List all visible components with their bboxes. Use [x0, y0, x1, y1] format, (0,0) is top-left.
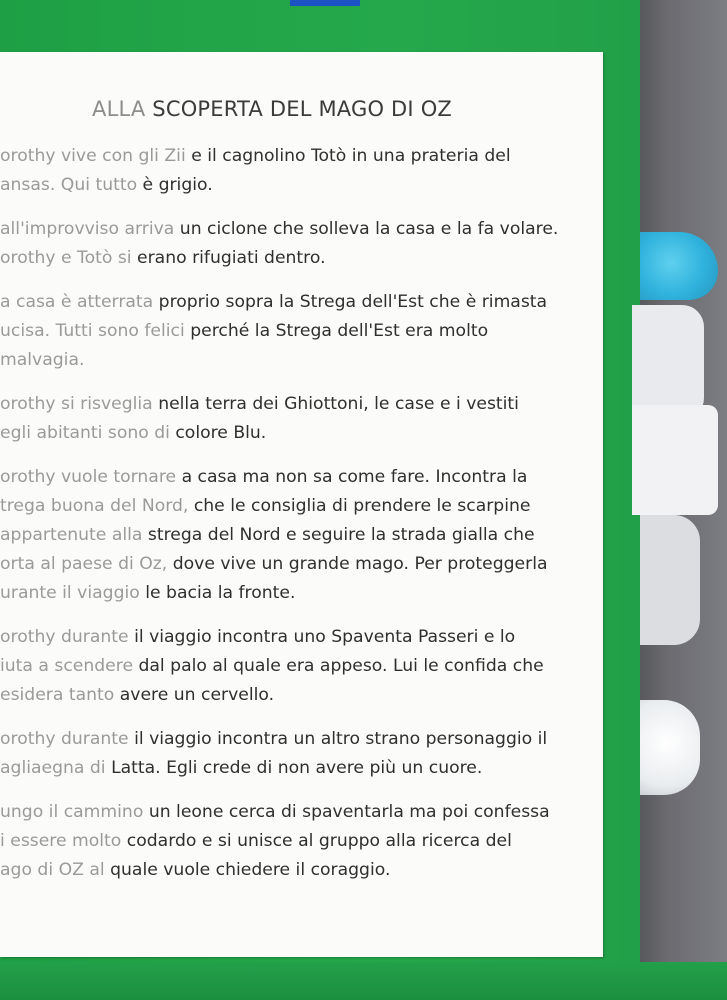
text-line: [0, 419, 560, 448]
text-line: [0, 827, 560, 856]
faded-text: egli abitanti sono di: [0, 423, 176, 443]
line-text: e il cagnolino Totò in una prateria del: [191, 146, 511, 166]
text-line: [0, 142, 560, 171]
white-page-tab: [632, 305, 704, 420]
line-text: avere un cervello.: [119, 685, 275, 705]
white-page-tab: [632, 405, 718, 515]
faded-text: appartenute alla: [0, 525, 148, 545]
line-text: codardo e si unisce al gruppo alla ricerca del: [126, 831, 512, 851]
line-text: un leone cerca di spaventarla ma poi confessa: [148, 802, 550, 822]
paragraph: [0, 463, 560, 608]
document-title: [92, 97, 452, 121]
faded-text: i essere molto: [0, 831, 127, 851]
text-line: [0, 652, 560, 681]
faded-text: orothy vuole tornare: [0, 467, 182, 487]
faded-text: malvagia.: [0, 350, 85, 370]
text-line: [0, 171, 560, 200]
title-main-part: SCOPERTA DEL MAGO DI OZ: [145, 97, 453, 121]
text-line: [0, 681, 560, 710]
line-text: il viaggio incontra uno Spaventa Passeri e lo: [134, 627, 516, 647]
text-line: [0, 856, 560, 885]
line-text: Latta. Egli crede di non avere più un cuore.: [111, 758, 483, 778]
faded-text: orta al paese di Oz,: [0, 554, 173, 574]
line-text: un ciclone che solleva la casa e la fa volare.: [179, 219, 559, 239]
text-line: [0, 492, 560, 521]
paragraph: [0, 142, 560, 200]
text-line: [0, 754, 560, 783]
faded-text: ungo il cammino: [0, 802, 149, 822]
faded-text: orothy durante: [0, 729, 135, 749]
faded-text: agliaegna di: [0, 758, 112, 778]
paragraph: [0, 798, 560, 885]
faded-text: a casa è atterrata: [0, 292, 159, 312]
green-cover-bottom-edge: [0, 962, 727, 1000]
faded-text: all'improvviso arriva: [0, 219, 180, 239]
faded-text: ago di OZ al: [0, 860, 111, 880]
faded-text: orothy e Totò si: [0, 248, 138, 268]
text-line: [0, 390, 560, 419]
faded-text: orothy vive con gli Zii: [0, 146, 192, 166]
text-line: [0, 346, 560, 375]
text-line: [0, 550, 560, 579]
text-line: [0, 623, 560, 652]
faded-text: ansas. Qui tutto: [0, 175, 143, 195]
light-page-tab: [640, 700, 700, 795]
faded-text: orothy durante: [0, 627, 135, 647]
text-line: [0, 463, 560, 492]
line-text: dove vive un grande mago. Per proteggerla: [172, 554, 548, 574]
line-text: erano rifugiati dentro.: [137, 248, 326, 268]
line-text: che le consiglia di prendere le scarpine: [193, 496, 531, 516]
text-line: [0, 798, 560, 827]
faded-text: ucisa. Tutti sono felici: [0, 321, 191, 341]
text-line: [0, 288, 560, 317]
title-faint-part: ALLA: [92, 97, 146, 121]
paragraph: [0, 288, 560, 375]
scan-edge-mark: [290, 0, 360, 6]
paragraph: [0, 725, 560, 783]
line-text: strega del Nord e seguire la strada gialla che: [147, 525, 535, 545]
line-text: nella terra dei Ghiottoni, le case e i vestiti: [158, 394, 519, 414]
faded-text: orothy si risveglia: [0, 394, 159, 414]
white-page-tab: [640, 515, 700, 645]
text-line: [0, 521, 560, 550]
faded-text: trega buona del Nord,: [0, 496, 194, 516]
line-text: quale vuole chiedere il coraggio.: [110, 860, 391, 880]
text-line: [0, 317, 560, 346]
line-text: il viaggio incontra un altro strano personaggio il: [134, 729, 548, 749]
line-text: è grigio.: [142, 175, 213, 195]
line-text: a casa ma non sa come fare. Incontra la: [181, 467, 528, 487]
paragraph: [0, 623, 560, 710]
faded-text: iuta a scendere: [0, 656, 139, 676]
faded-text: urante il viaggio: [0, 583, 146, 603]
story-body: [0, 142, 560, 900]
paragraph: [0, 215, 560, 273]
paragraph: [0, 390, 560, 448]
text-line: [0, 725, 560, 754]
line-text: proprio sopra la Strega dell'Est che è rimasta: [158, 292, 548, 312]
text-line: [0, 244, 560, 273]
text-line: [0, 579, 560, 608]
text-line: [0, 215, 560, 244]
blue-page-tab: [640, 232, 718, 300]
line-text: perché la Strega dell'Est era molto: [190, 321, 489, 341]
line-text: dal palo al quale era appeso. Lui le confida che: [138, 656, 544, 676]
faded-text: esidera tanto: [0, 685, 120, 705]
line-text: le bacia la fronte.: [145, 583, 296, 603]
line-text: colore Blu.: [175, 423, 267, 443]
